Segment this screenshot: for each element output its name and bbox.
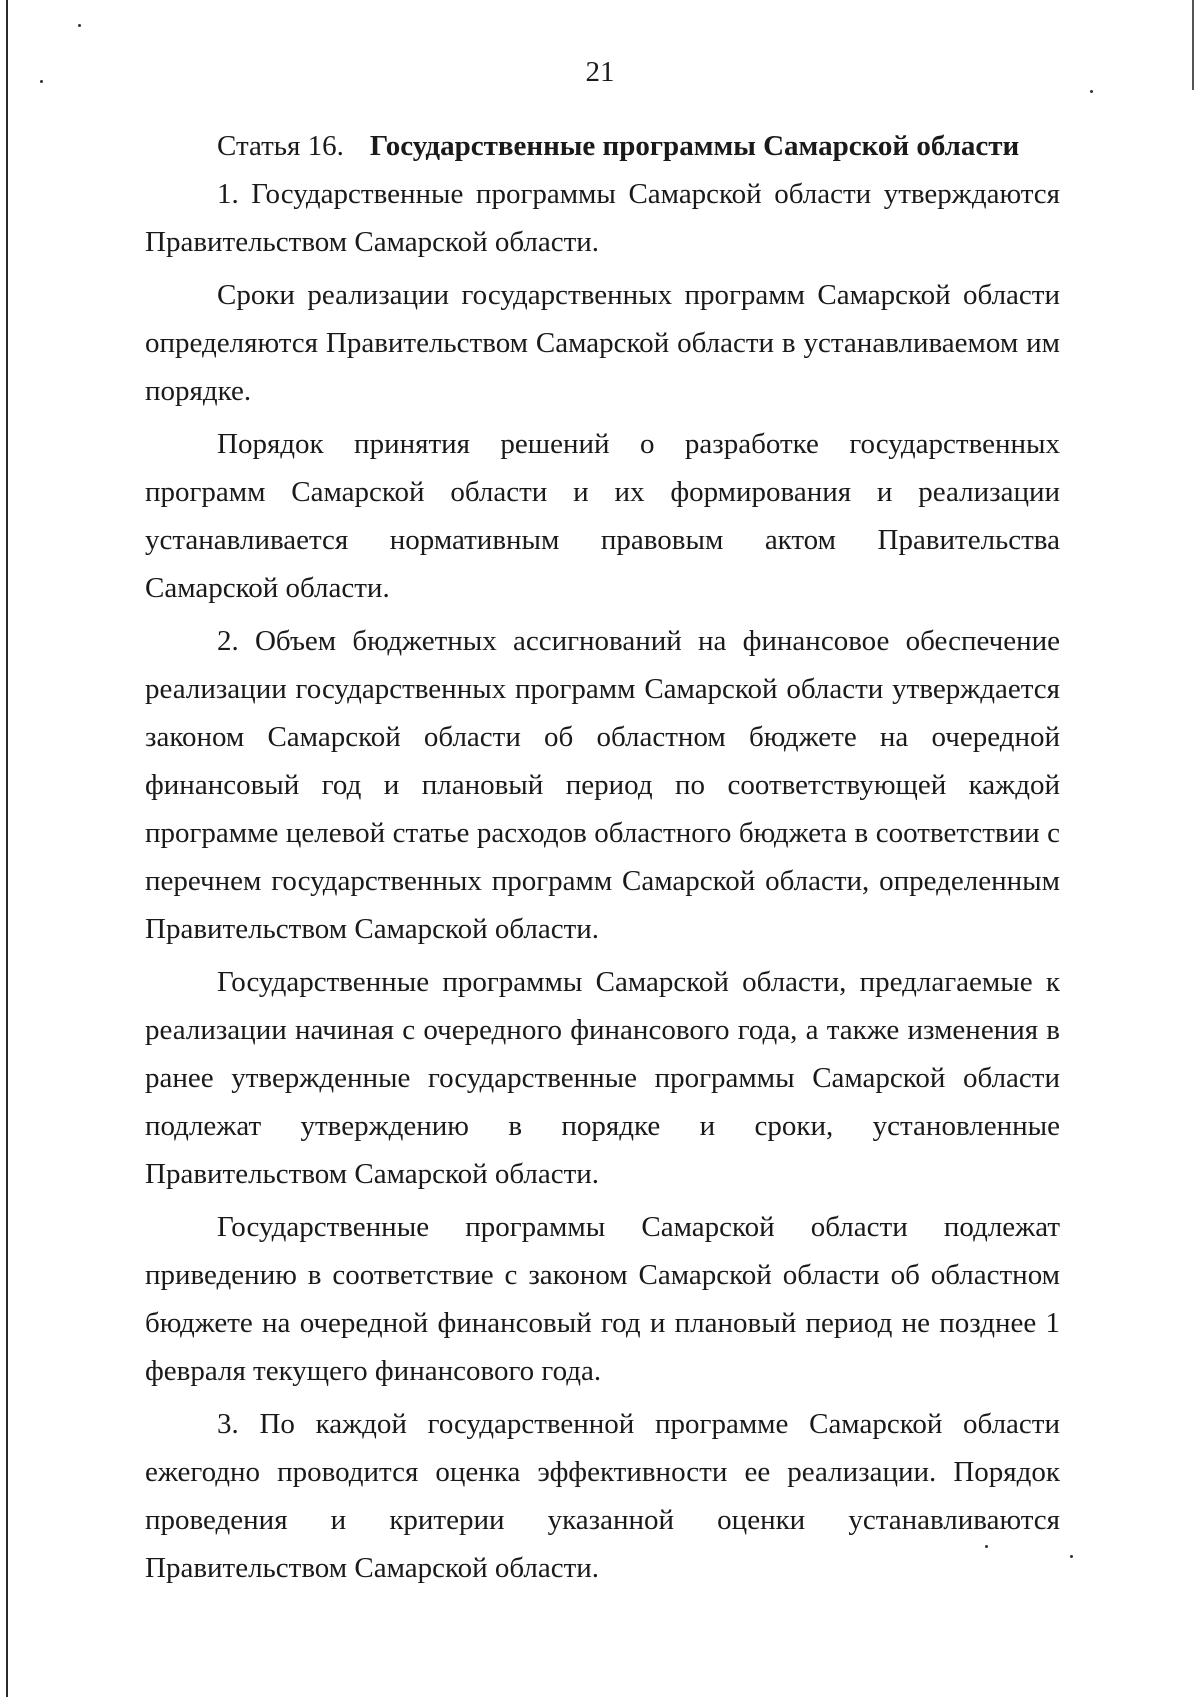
page-number: 21 <box>585 56 615 88</box>
paragraph: Государственные программы Самарской области, предлагаемые к реализации начиная с очередного финансового года, а также изменения в ранее утвержденные государственные программы Самарской области подлежат утверждению в порядке и сроки, установленные Правительством Самарской области. <box>145 966 1060 1190</box>
paragraph: Сроки реализации государственных программ Самарской области определяются Правительством Самарской области в устанавливаемом им порядке. <box>145 279 1060 407</box>
paragraph: Государственные программы Самарской области подлежат приведению в соответствие с законом Самарской области об областном бюджете на очередной финансовый год и плановый период не позднее 1 февраля текущего финансового года. <box>145 1211 1060 1387</box>
scan-speck <box>1090 90 1093 93</box>
paragraph: Порядок принятия решений о разработке государственных программ Самарской области и их формирования и реализации устанавливается нормативным правовым актом Правительства Самарской области. <box>145 428 1060 604</box>
article-title: Государственные программы Самарской области <box>369 130 1020 162</box>
scan-edge-left <box>6 0 8 1697</box>
paragraph: 2. Объем бюджетных ассигнований на финансовое обеспечение реализации государственных программ Самарской области утверждается законом Самарской области об областном бюджете на очередной финансовый год и плановый период по соответствующей каждой программе целевой статье расходов областного бюджета в соответствии с перечнем государственных программ Самарской области, определенным Правительством Самарской области. <box>145 625 1060 945</box>
paragraph: 3. По каждой государственной программе Самарской области ежегодно проводится оценка эффективности ее реализации. Порядок проведения и критерии указанной оценки устанавливаются Правительством Самарской области. <box>145 1408 1060 1584</box>
paragraph: 1. Государственные программы Самарской области утверждаются Правительством Самарской области. <box>145 178 1060 258</box>
article-heading <box>145 122 1060 170</box>
scan-speck <box>1070 1555 1073 1558</box>
article-label: Статья 16. <box>217 130 344 162</box>
scan-speck <box>78 24 81 27</box>
document-body <box>145 122 1060 1592</box>
